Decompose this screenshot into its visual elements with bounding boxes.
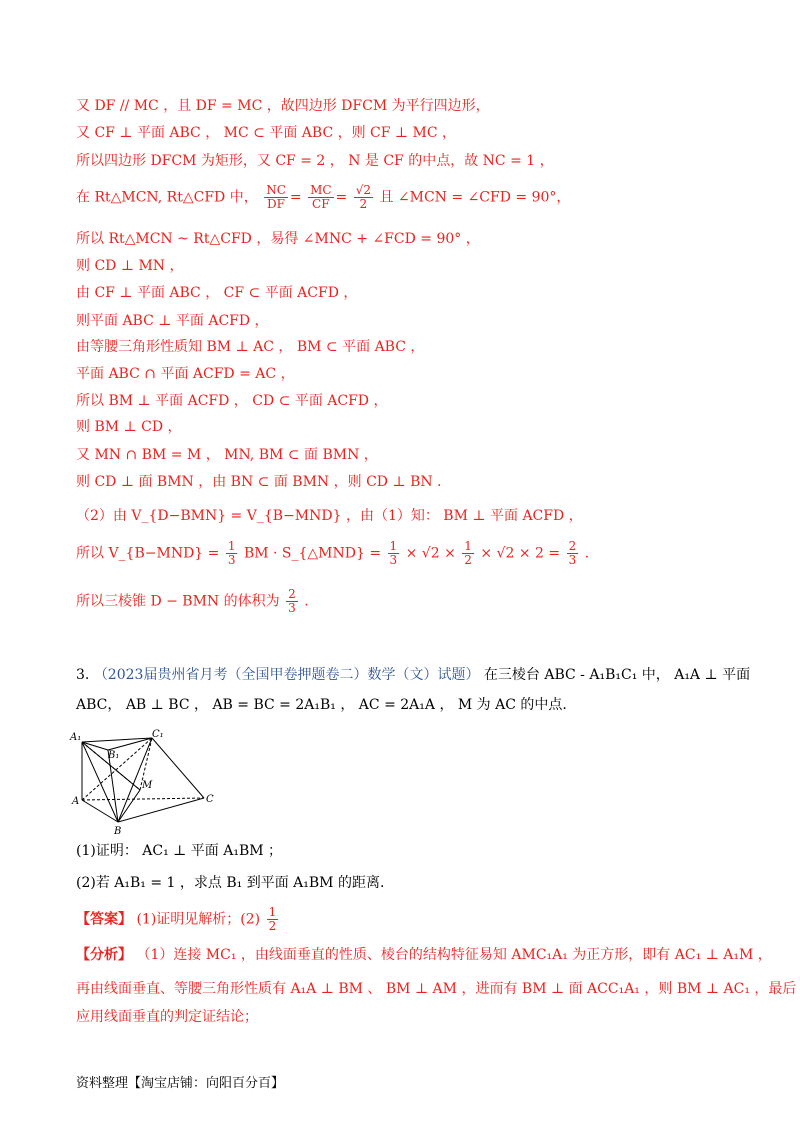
proof-line-12: 则 BM ⊥ CD ， xyxy=(76,419,182,435)
proof-line-15: （2）由 V_{D−BMN} = V_{B−MND} ，由（1）知： BM ⊥ 平面 ACFD ， xyxy=(76,508,583,524)
label-a1: A₁ xyxy=(70,732,82,743)
footer-note: 资料整理【淘宝店铺：向阳百分百】 xyxy=(76,1076,285,1091)
question-source: （2023届贵州省月考（全国甲卷押题卷二）数学（文）试题） xyxy=(93,667,480,683)
proof-line-13: 又 MN ∩ BM = M ， MN, BM ⊂ 面 BMN ， xyxy=(76,447,378,463)
answer-line xyxy=(76,906,724,933)
proof-line-2: 又 CF ⊥ 平面 ABC ， MC ⊂ 平面 ABC ，则 CF ⊥ MC ， xyxy=(76,125,457,141)
question-3-line-2: ABC， AB ⊥ BC ， AB = BC = 2A₁B₁ ， AC = 2A₁A ， M 为 AC 的中点. xyxy=(76,697,567,713)
question-3-line-1 xyxy=(76,664,751,686)
volume-formula-mid2: × √2 × xyxy=(405,545,456,562)
label-b1: B₁ xyxy=(108,750,120,761)
label-a: A xyxy=(72,796,80,807)
fraction-1-2: $\frac{1}{2}$ xyxy=(464,539,472,567)
proof-line-11: 所以 BM ⊥ 平面 ACFD ， CD ⊂ 平面 ACFD ， xyxy=(76,393,388,409)
proof-line-6: 则 CD ⊥ MN ， xyxy=(76,258,184,274)
volume-formula-mid: BM · S_{△MND} = xyxy=(243,545,382,562)
volume-conclusion: 所以三棱锥 D − BMN 的体积为 xyxy=(76,593,280,610)
proof-line-4-prefix: 在 Rt△MCN, Rt△CFD 中， xyxy=(76,189,258,206)
label-c1: C₁ xyxy=(152,729,164,740)
analysis-line-1 xyxy=(76,944,772,966)
proof-line-1: 又 DF // MC ，且 DF = MC ，故四边形 DFCM 为平行四边形， xyxy=(76,98,490,114)
volume-conclusion-end: . xyxy=(304,593,309,610)
fraction-2-3: $\frac{2}{3}$ xyxy=(568,539,577,567)
proof-line-16 xyxy=(76,540,724,567)
label-m: M xyxy=(142,780,153,791)
question-number: 3. xyxy=(76,667,90,683)
proof-line-14: 则 CD ⊥ 面 BMN ，由 BN ⊂ 面 BMN ，则 CD ⊥ BN . xyxy=(76,474,442,490)
fraction-nc-df: $\frac{NC}{DF}$ xyxy=(266,183,286,211)
part-2: (2)若 A₁B₁ = 1 ，求点 B₁ 到平面 A₁BM 的距离. xyxy=(76,875,385,891)
question-text-1: 在三棱台 ABC - A₁B₁C₁ 中， A₁A ⊥ 平面 xyxy=(483,667,751,683)
answer-tag: 【答案】 xyxy=(76,911,132,928)
label-c: C xyxy=(206,794,214,805)
proof-line-7: 由 CF ⊥ 平面 ABC ， CF ⊂ 平面 ACFD ， xyxy=(76,285,358,301)
answer-fraction: $\frac{1}{2}$ xyxy=(268,905,277,933)
proof-line-3: 所以四边形 DFCM 为矩形，又 CF = 2 ， N 是 CF 的中点，故 NC = 1 ， xyxy=(76,153,554,169)
analysis-line-3: 应用线面垂直的判定证结论； xyxy=(76,1009,258,1025)
analysis-line-2: 再由线面垂直、等腰三角形性质有 A₁A ⊥ BM 、 BM ⊥ AM ，进而有 BM ⊥ 面 ACC₁A₁ ，则 BM ⊥ AC₁ ，最后 xyxy=(76,981,797,997)
volume-formula-prefix: 所以 V_{B−MND} = xyxy=(76,545,220,562)
volume-fraction: $\frac{2}{3}$ xyxy=(288,587,296,615)
fraction-1-3-a: $\frac{1}{3}$ xyxy=(227,539,236,567)
fraction-sqrt2-2: $\frac{√2}{2}$ xyxy=(355,183,371,211)
proof-line-4-suffix: 且 ∠MCN = ∠CFD = 90°， xyxy=(379,189,571,206)
proof-line-17 xyxy=(76,588,724,615)
volume-formula-end: . xyxy=(584,545,590,562)
proof-line-9: 由等腰三角形性质知 BM ⊥ AC ， BM ⊂ 平面 ABC ， xyxy=(76,339,425,355)
fraction-1-3-b: $\frac{1}{3}$ xyxy=(389,539,398,567)
answer-text: (1)证明见解析；(2) xyxy=(136,911,261,928)
frustum-figure xyxy=(68,728,228,838)
part-1: (1)证明： AC₁ ⊥ 平面 A₁BM ； xyxy=(76,843,283,859)
fraction-mc-cf: $\frac{MC}{CF}$ xyxy=(310,183,332,211)
proof-line-4: 在 Rt△MCN, Rt△CFD 中， $\frac{NC}{DF}$ = $\frac{MC}{CF}$ = $\frac{√2}{2}$ 且 ∠MCN = ∠CFD = 90°， xyxy=(76,183,571,211)
proof-line-5: 所以 Rt△MCN ~ Rt△CFD ，易得 ∠MNC + ∠FCD = 90° ， xyxy=(76,231,480,247)
analysis-text-1: （1）连接 MC₁ ，由线面垂直的性质、棱台的结构特征易知 AMC₁A₁ 为正方形，即有 AC₁ ⊥ A₁M ， xyxy=(136,947,772,963)
volume-formula-mid3: × √2 × 2 = xyxy=(480,545,561,562)
label-b: B xyxy=(114,826,122,837)
proof-line-10: 平面 ABC ∩ 平面 ACFD = AC ， xyxy=(76,366,295,382)
analysis-tag: 【分析】 xyxy=(76,947,132,963)
proof-line-8: 则平面 ABC ⊥ 平面 ACFD ， xyxy=(76,313,269,329)
